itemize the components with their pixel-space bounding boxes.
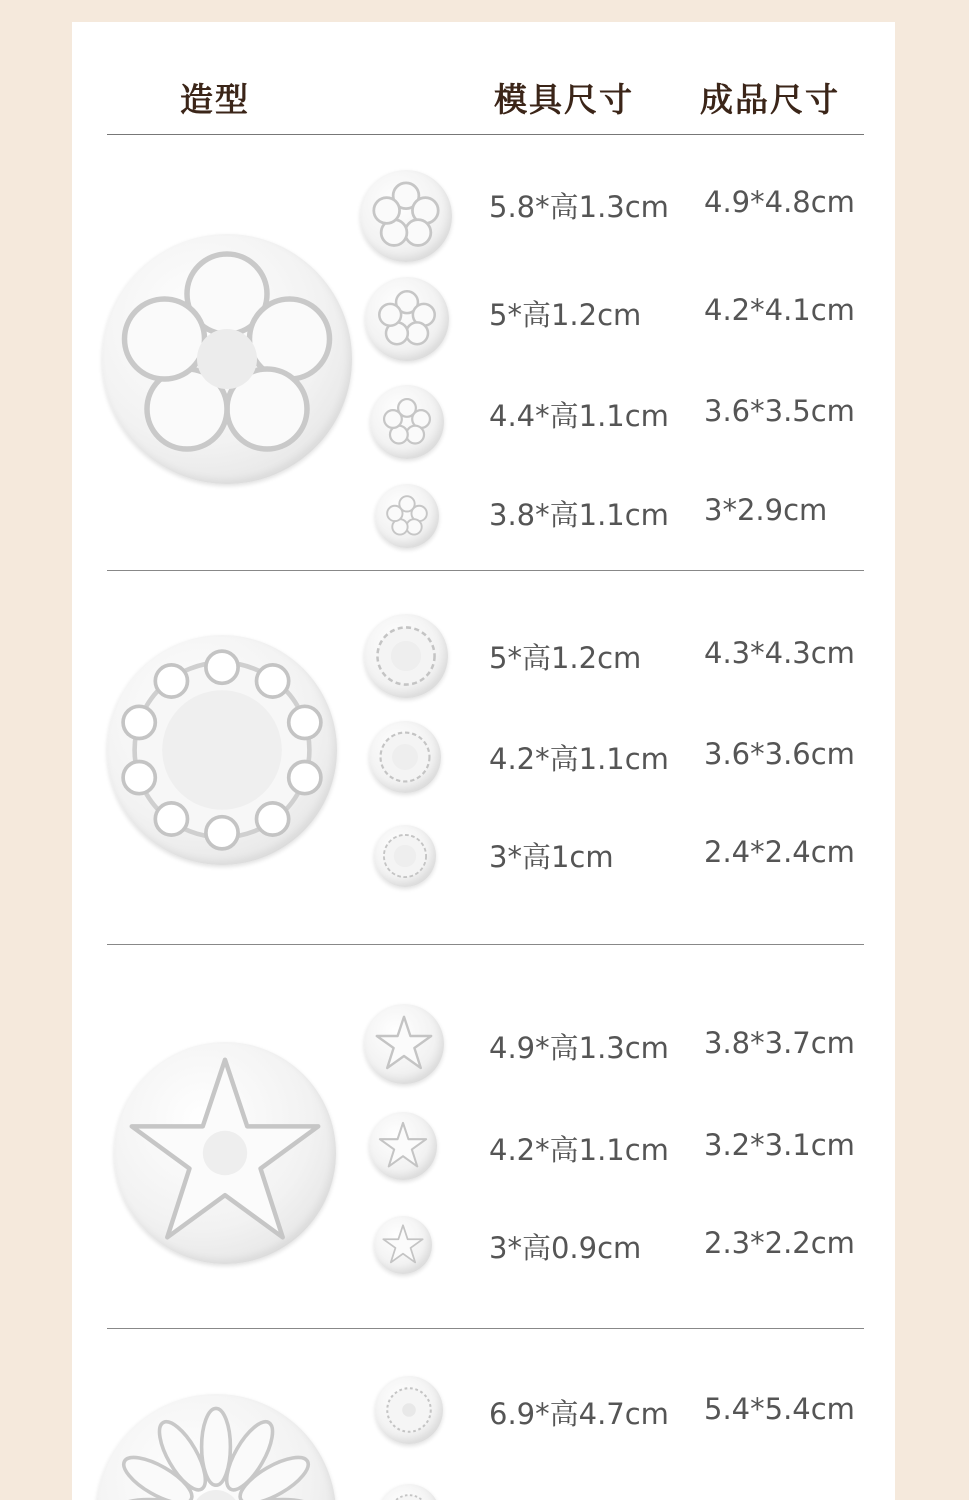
header-shape: 造型: [180, 80, 250, 119]
group-divider: [107, 570, 864, 571]
size-table-card: [72, 22, 895, 1500]
product-size: 4.2*4.1cm: [704, 293, 855, 327]
mold-size: 4.2*高1.1cm: [489, 1133, 669, 1167]
group-divider: [107, 1328, 864, 1329]
product-size: 3.6*3.5cm: [704, 394, 855, 428]
star-lily-icon: [369, 1112, 437, 1180]
star-lily-icon: [364, 1004, 444, 1084]
star-lily-icon: [374, 1216, 432, 1274]
mold-size: 5*高1.2cm: [489, 298, 642, 332]
daisy-icon: [375, 1376, 443, 1444]
header-mold-size: 模具尺寸: [494, 80, 634, 119]
mold-size: 3.8*高1.1cm: [489, 498, 669, 532]
fringed-flower-icon: [364, 614, 448, 698]
mold-size: 3*高0.9cm: [489, 1231, 642, 1265]
five-petal-flower-icon: [365, 277, 449, 361]
fringed-flower-icon: [107, 635, 337, 865]
group-divider: [107, 944, 864, 945]
product-size: 2.3*2.2cm: [704, 1226, 855, 1260]
product-size: 4.3*4.3cm: [704, 636, 855, 670]
product-size: 3*2.9cm: [704, 493, 828, 527]
mold-size: 3*高1cm: [489, 840, 614, 874]
mold-size: 4.9*高1.3cm: [489, 1031, 669, 1065]
mold-size: 4.2*高1.1cm: [489, 742, 669, 776]
mold-size: 4.4*高1.1cm: [489, 399, 669, 433]
header-product-size: 成品尺寸: [700, 80, 840, 119]
five-petal-flower-icon: [375, 484, 439, 548]
mold-size: 5.8*高1.3cm: [489, 190, 669, 224]
mold-size: 6.9*高4.7cm: [489, 1397, 669, 1431]
five-petal-flower-icon: [370, 385, 444, 459]
table-header: [107, 22, 864, 135]
daisy-icon: [378, 1484, 440, 1500]
mold-size: 5*高1.2cm: [489, 641, 642, 675]
five-petal-flower-icon: [360, 170, 452, 262]
daisy-icon: [96, 1394, 336, 1500]
product-size: 5.4*5.4cm: [704, 1392, 855, 1426]
product-size: 2.4*2.4cm: [704, 835, 855, 869]
product-size: 3.6*3.6cm: [704, 737, 855, 771]
fringed-flower-icon: [369, 721, 441, 793]
product-size: 3.2*3.1cm: [704, 1128, 855, 1162]
fringed-flower-icon: [374, 825, 436, 887]
five-petal-flower-icon: [102, 234, 352, 484]
star-lily-icon: [114, 1042, 336, 1264]
product-size: 4.9*4.8cm: [704, 185, 855, 219]
product-size: 3.8*3.7cm: [704, 1026, 855, 1060]
